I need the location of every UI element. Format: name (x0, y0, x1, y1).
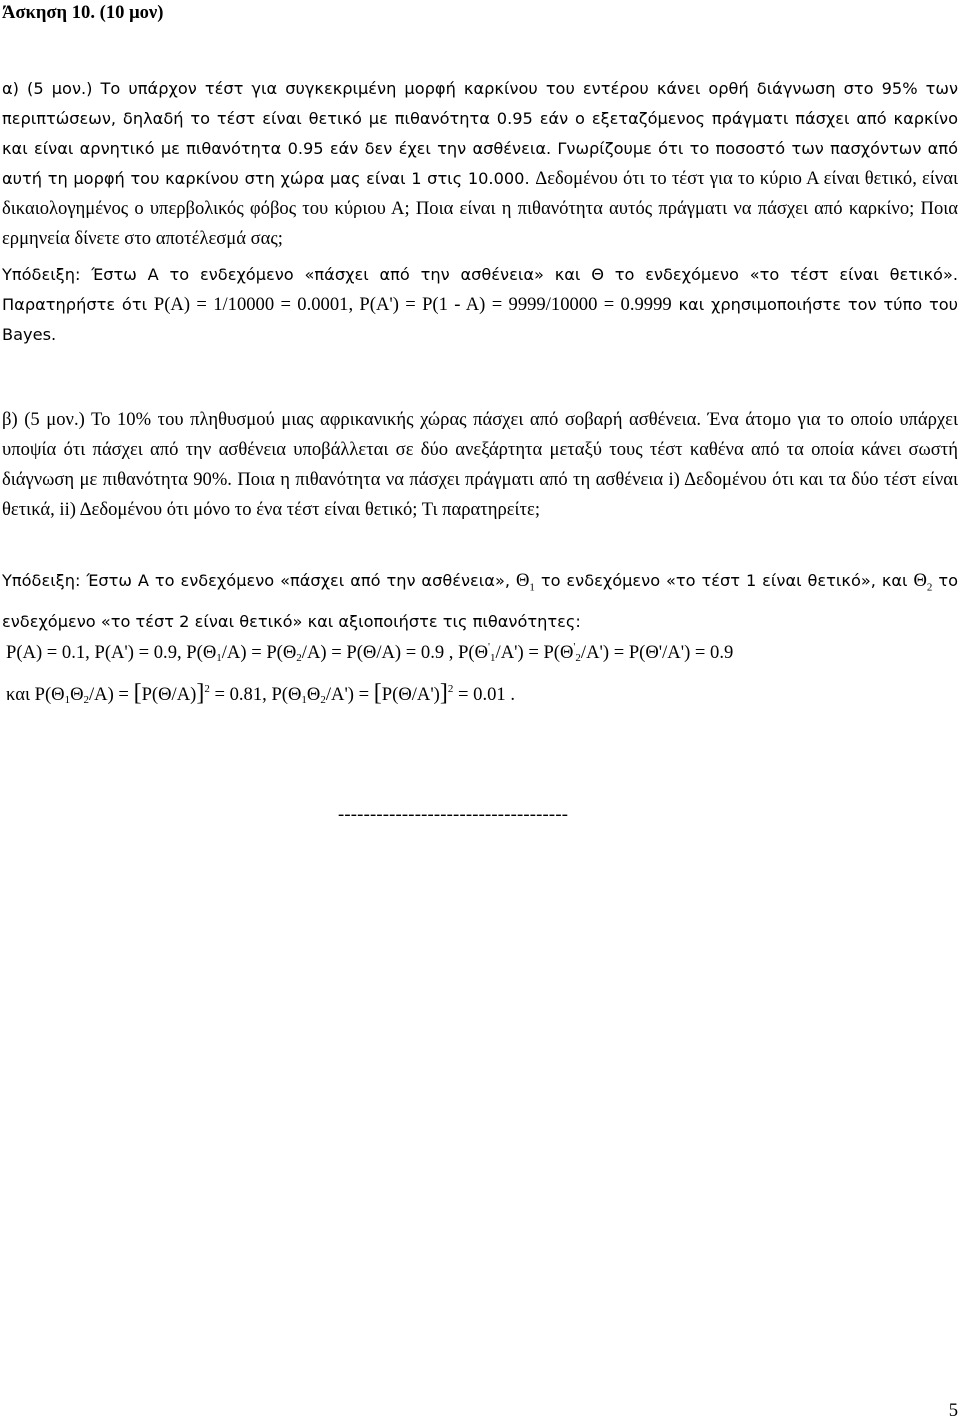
page-number: 5 (948, 1400, 958, 1421)
part-a-statement (2, 74, 958, 254)
part-b-hint-b: το ενδεχόμενο «το τέστ 1 είναι θετικό», και (540, 571, 908, 590)
separator-line: ------------------------------------ (338, 804, 569, 825)
probabilities-formula-line-2: και $P(\Theta_1\Theta_2/A) = [P(\Theta/A)]^2 = 0.81$, $P(\Theta_1\Theta_2/A') = [P(\Theta/A')]^2 = 0.01$ . (6, 680, 516, 706)
part-b-hint (2, 564, 958, 639)
theta-2-symbol: $\Theta_2$ (913, 570, 933, 594)
exercise-title: Άσκηση 10. (10 μον) (2, 2, 164, 23)
part-a-label: α) (5 μον.) (2, 79, 93, 98)
probabilities-formula-line-1: P(A) = 0.1, P(A') = 0.9, $P(\Theta_1/A) = P(\Theta_2/A) = P(\Theta/A) = 0.9$ , $P(\Theta'_1/A') = P(\Theta'_2/A') = P(\Theta'/A') = 0.9$ (6, 641, 734, 664)
part-b-label: β) (5 μον.) (2, 409, 85, 430)
part-a-text-1: Το υπάρχον τέστ για συγκεκριμένη μορφή καρκίνου του εντέρου κάνει ορθή διάγνωση στο 95% των περιπτώσεων, δηλαδή το τέστ είναι θετικό με πιθανότητα 0.95 εάν ο εξεταζόμενος πράγματι πάσχει από καρκίνο και είναι αρνητικό με πιθανότητα 0.95 εάν δεν έχει την ασθένεια. Γνωρίζουμε ότι το ποσοστό των πασχόντων από αυτή τη μορφή του καρκίνου στη χώρα μας είναι 1 στις 10.000. (2, 79, 958, 188)
part-a-hint-end: και χρησιμοποιήστε τον τύπο του Bayes. (2, 295, 958, 344)
part-b-hint-a: Υπόδειξη: Έστω Α το ενδεχόμενο «πάσχει από την ασθένεια», (2, 571, 511, 590)
part-a-text-2: Δεδομένου ότι το τέστ για το κύριο Α είναι θετικό, είναι δικαιολογημένος ο υπερβολικός φόβος του κύριου Α; Ποια είναι η πιθανότητα αυτός πράγματι να πάσχει από καρκίνο; Ποια ερμηνεία δίνετε στο αποτέλεσμά σας; (2, 168, 958, 249)
part-a-hint (2, 260, 958, 350)
part-b-hint-c: το ενδεχόμενο «το τέστ 2 είναι θετικό» και αξιοποιήστε τις πιθανότητες: (2, 571, 958, 631)
part-b-text: Το 10% του πληθυσμού μιας αφρικανικής χώρας πάσχει από σοβαρή ασθένεια. Ένα άτομο για το οποίο υπάρχει υποψία ότι πάσχει από την ασθένεια υποβάλλεται σε δύο ανεξάρτητα μεταξύ τους τέστ καθένα από τα οποία κάνει σωστή διάγνωση με πιθανότητα 90%. Ποια η πιθανότητα να πάσχει πράγματι από τη ασθένεια i) Δεδομένου ότι και τα δύο τέστ είναι θετικά, ii) Δεδομένου ότι μόνο το ένα τέστ είναι θετικό; Τι παρατηρείτε; (2, 409, 958, 520)
theta-1-symbol: $\Theta_1$ (515, 570, 535, 594)
part-a-hint-formula: P(A) = 1/10000 = 0.0001, P(A') = P(1 - A) = 9999/10000 = 0.9999 (153, 294, 672, 315)
part-a-hint-text: Υπόδειξη: Έστω Α το ενδεχόμενο «πάσχει από την ασθένεια» και Θ το ενδεχόμενο «το τέστ είναι θετικό». Παρατηρήστε ότι (2, 265, 958, 314)
part-b-statement (2, 405, 958, 525)
